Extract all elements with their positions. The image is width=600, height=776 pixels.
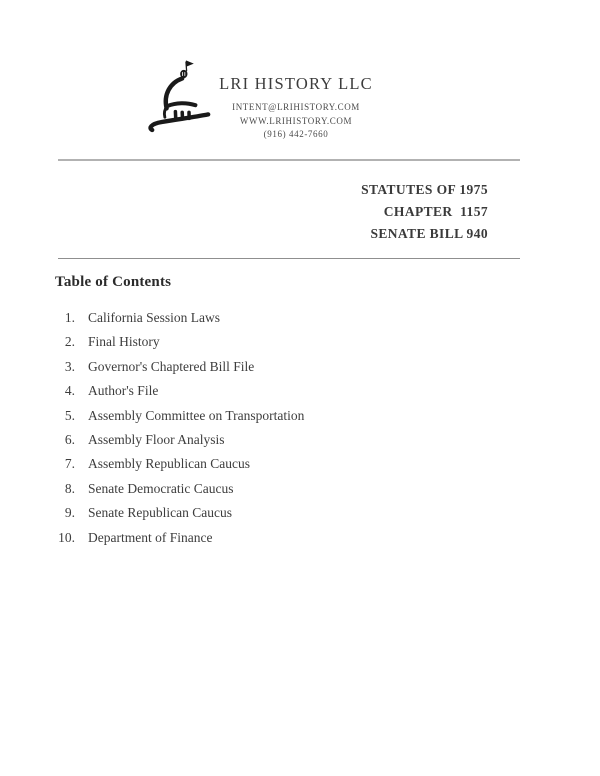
toc-title: Table of Contents (55, 274, 172, 290)
chapter-line: CHAPTER 1157 (383, 204, 488, 219)
toc-item-label: Assembly Committee on Transportation (88, 407, 305, 423)
toc-item (50, 428, 470, 452)
toc-item (50, 330, 470, 354)
toc-item-label: Senate Republican Caucus (88, 505, 232, 521)
toc-item (50, 526, 470, 550)
toc-item-number: 10. (58, 529, 75, 545)
toc-item (50, 452, 470, 476)
toc-item-label: Assembly Floor Analysis (88, 431, 225, 447)
divider-bottom (58, 258, 520, 259)
toc-item-number: 1. (64, 310, 75, 325)
website-text: WWW.LRIHISTORY.COM (239, 115, 353, 126)
toc-item (50, 379, 470, 403)
toc-item-label: California Session Laws (88, 310, 220, 325)
email-text: INTENT@LRIHISTORY.COM (232, 102, 360, 112)
senate-bill-line: SENATE BILL 940 (370, 226, 488, 241)
toc-item-label: Assembly Republican Caucus (88, 456, 250, 472)
toc-item (50, 404, 470, 428)
toc-item-label: Department of Finance (88, 529, 213, 545)
toc-item (50, 306, 470, 330)
company-name: LRI HISTORY LLC (219, 74, 373, 93)
toc-item-number: 2. (64, 334, 75, 350)
toc-item (50, 477, 470, 501)
toc-item (50, 355, 470, 379)
toc-item-number: 7. (64, 456, 75, 472)
letterhead-text (200, 74, 392, 142)
toc-item-label: Author's File (88, 383, 159, 399)
toc-item-number: 3. (64, 358, 75, 374)
toc-item-number: 4. (64, 383, 75, 399)
divider-top (58, 159, 520, 161)
toc-item-label: Final History (88, 334, 160, 350)
phone-text: (916) 442-7660 (263, 129, 329, 139)
bill-reference-block (361, 179, 488, 245)
toc-item-number: 6. (64, 431, 75, 447)
toc-list (50, 306, 470, 550)
toc-item-label: Governor's Chaptered Bill File (88, 358, 255, 374)
toc-item-label: Senate Democratic Caucus (88, 480, 234, 496)
toc-item-number: 5. (64, 407, 75, 423)
toc-item-number: 8. (64, 480, 75, 496)
toc-item (50, 501, 470, 525)
statutes-line: STATUTES OF 1975 (361, 182, 488, 197)
toc-item-number: 9. (64, 505, 75, 521)
